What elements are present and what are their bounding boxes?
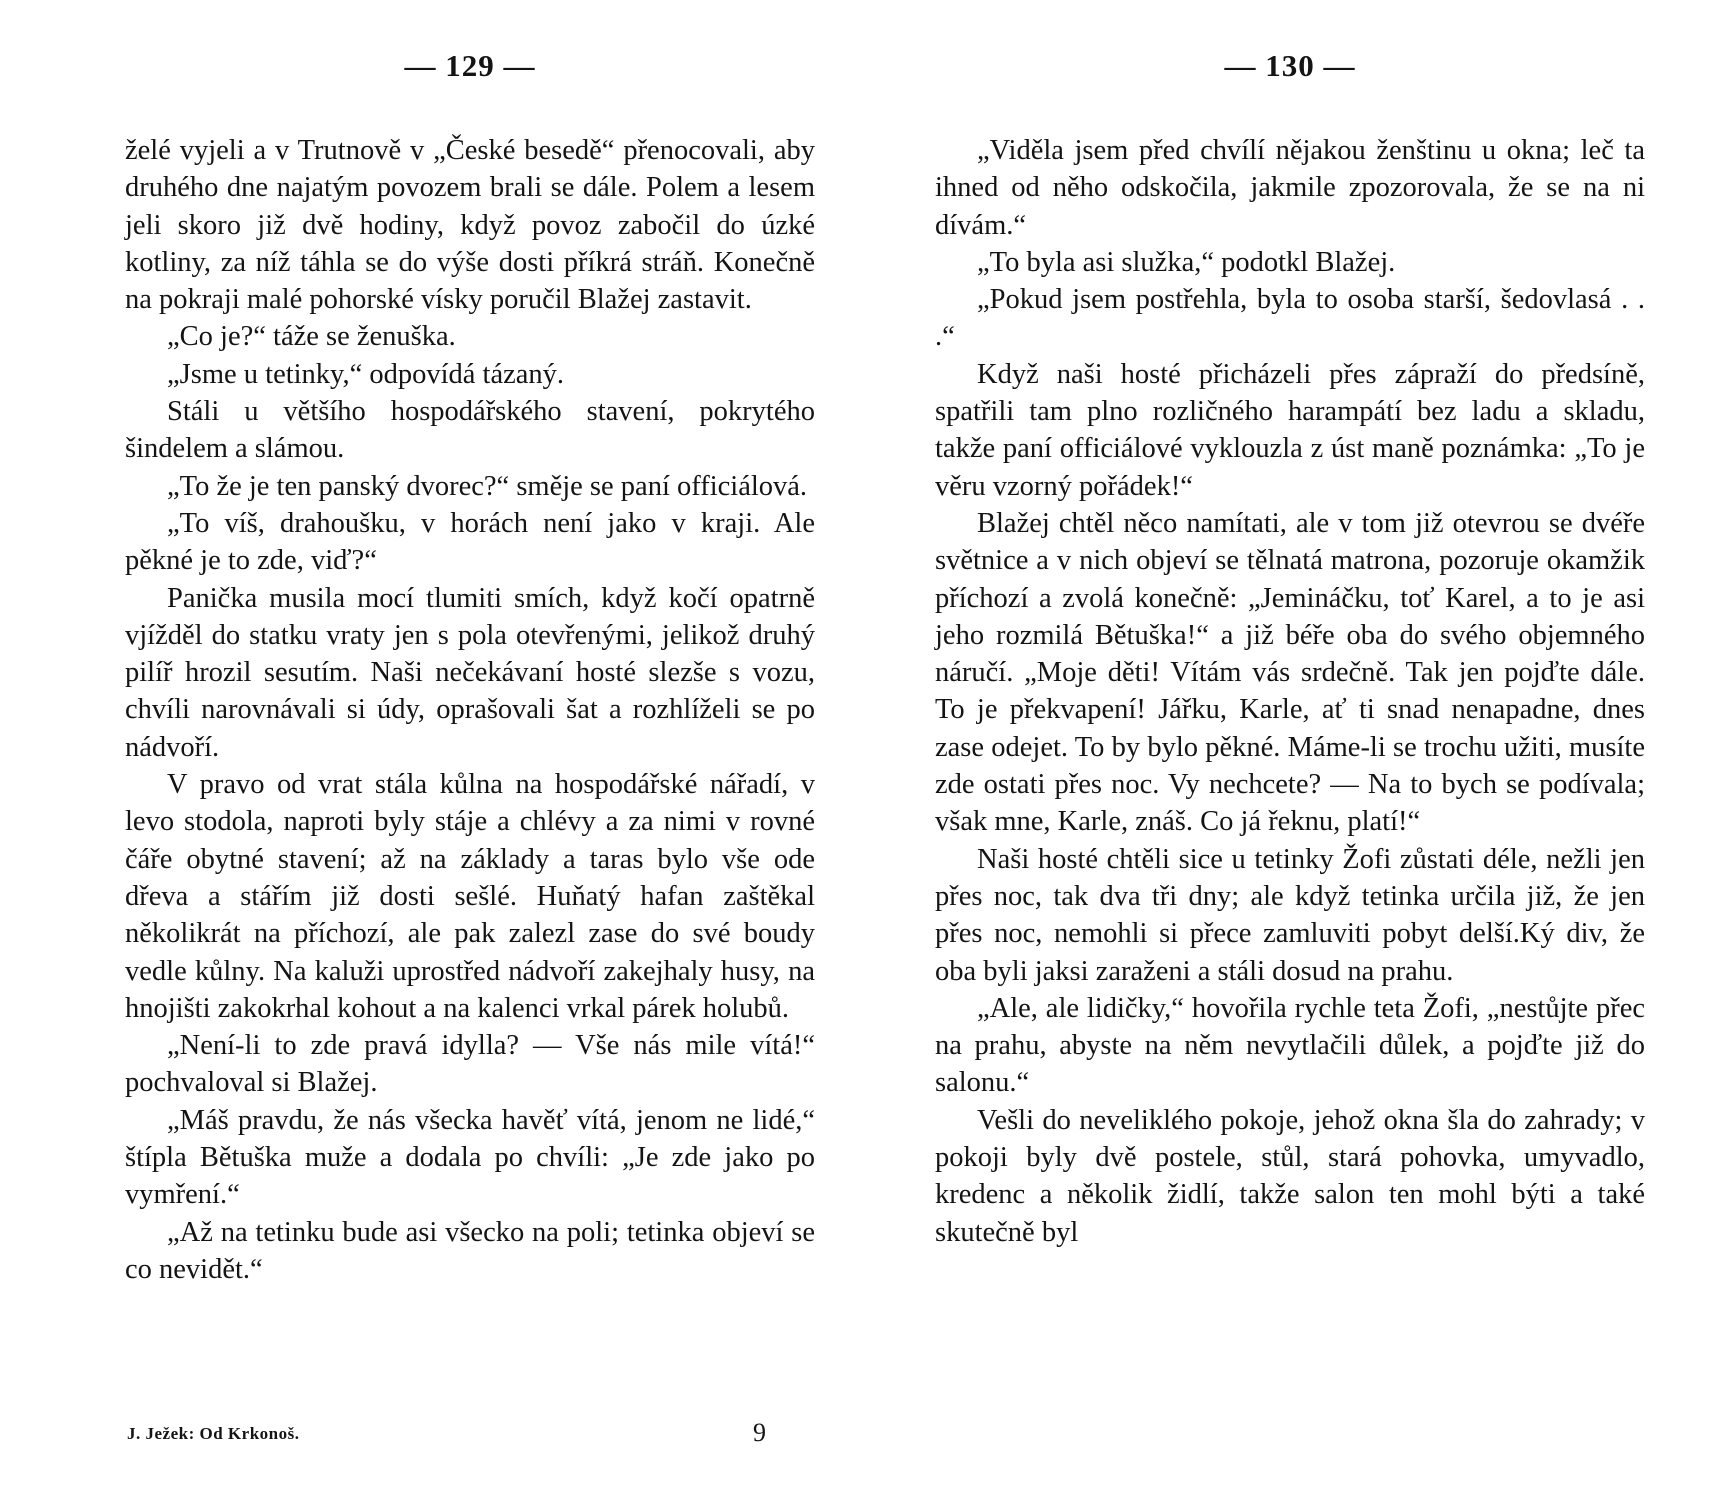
page-footer — [125, 1418, 815, 1448]
paragraph: Když naši hosté přicházeli přes zápraží do předsíně, spatřili tam plno rozličného harampátí bez ladu a skladu, takže paní officiálové vyklouzla z úst maně poznámka: „To je věru vzorný pořádek!“ — [935, 358, 1645, 502]
paragraph: „To víš, drahoušku, v horách není jako v kraji. Ale pěkné je to zde, viď?“ — [125, 507, 815, 577]
page-body — [125, 132, 815, 1288]
page-number: — 129 — — [404, 48, 536, 83]
paragraph: „Máš pravdu, že nás všecka havěť vítá, jenom ne lidé,“ štípla Bětuška muže a dodala po chvíli: „Je zde jako po vymření.“ — [125, 1104, 815, 1211]
page-number: — 130 — — [1224, 48, 1356, 83]
paragraph: „Jsme u tetinky,“ odpovídá tázaný. — [167, 358, 565, 390]
paragraph: „Až na tetinku bude asi všecko na poli; tetinka objeví se co nevidět.“ — [125, 1216, 815, 1285]
paragraph: „To že je ten panský dvorec?“ směje se paní officiálová. — [167, 470, 808, 502]
paragraph: Naši hosté chtěli sice u tetinky Žofi zůstati déle, nežli jen přes noc, tak dva tři dny; ale když tetinka určila již, že jen přes noc, nemohli si přece zamluviti pobyt delší.Ký div, že oba byli jaksi zaraženi a stáli dosud na prahu. — [935, 843, 1645, 987]
paragraph: Stáli u většího hospodářského stavení, pokrytého šindelem a slámou. — [125, 396, 815, 465]
paragraph: „Pokud jsem postřehla, byla to osoba starší, šedovlasá . . .“ — [935, 284, 1645, 353]
right-page — [935, 0, 1645, 1500]
paragraph: „Viděla jsem před chvílí nějakou ženštinu u okna; leč ta ihned od něho odskočila, jakmile zpozorovala, že se na ni dívám.“ — [935, 135, 1645, 241]
paragraph: Vešli do neveliklého pokoje, jehož okna šla do zahrady; v pokoji byly dvě postele, stůl, stará pohovka, umyvadlo, kredenc a několik židlí, takže salon ten mohl býti a také skutečně byl — [935, 1104, 1645, 1248]
paragraph: „To byla asi služka,“ podotkl Blažej. — [977, 246, 1396, 278]
paragraph: „Co je?“ táže se ženuška. — [167, 321, 456, 353]
paragraph: Panička musila mocí tlumiti smích, když kočí opatrně vjížděl do statku vraty jen s pola otevřenými, jelikož druhý pilíř hrozil sesutím. Naši nečekávaní hosté slezše s vozu, chvíli narovnávali si údy, oprašovali šat a rozhlíželi se po nádvoří. — [125, 582, 815, 763]
paragraph: želé vyjeli a v Trutnově v „České besedě“ přenocovali, aby druhého dne najatým povozem brali se dále. Polem a lesem jeli skoro již dvě hodiny, když povoz zabočil do úzké kotliny, za níž táhla se do výše dosti příkrá stráň. Konečně na pokraji malé pohorské vísky poručil Blažej zastavit. — [125, 135, 815, 316]
paragraph: „Není-li to zde pravá idylla? — Vše nás mile vítá!“ pochvaloval si Blažej. — [125, 1030, 815, 1099]
left-page — [125, 0, 815, 1500]
printer-signature: J. Ježek: Od Krkonoš. — [127, 1424, 300, 1443]
sheet-number: 9 — [753, 1418, 766, 1447]
paragraph: „Ale, ale lidičky,“ hovořila rychle teta Žofi, „nestůjte přec na prahu, abyste na něm nevytlačili důlek, a pojďte již do salonu.“ — [935, 992, 1645, 1099]
paragraph: Blažej chtěl něco namítati, ale v tom již otevrou se dvéře světnice a v nich objeví se tělnatá matrona, pozoruje okamžik příchozí a zvolá konečně: „Jemináčku, toť Karel, a to je asi jeho rozmilá Bětuška!“ a již béře oba do svého objemného náručí. „Moje děti! Vítám vás srdečně. Tak jen pojďte dále. To je překvapení! Jářku, Karle, ať ti snad nenapadne, dnes zase odejet. To by bylo pěkné. Máme-li se trochu užiti, musíte zde ostati přes noc. Vy nechcete? — Na to bych se podívala; však mne, Karle, znáš. Co já řeknu, platí!“ — [935, 507, 1645, 838]
page-body — [935, 132, 1645, 1251]
paragraph: V pravo od vrat stála kůlna na hospodářské nářadí, v levo stodola, naproti byly stáje a chlévy a za nimi v rovné čáře obytné stavení; až na základy a taras bylo vše ode dřeva a stářím již dosti sešlé. Huňatý hafan zaštěkal několikrát na příchozí, ale pak zalezl zase do své boudy vedle kůlny. Na kaluži uprostřed nádvoří zakejhaly husy, na hnojišti zakokrhal kohout a na kalenci vrkal párek holubů. — [125, 769, 815, 1024]
